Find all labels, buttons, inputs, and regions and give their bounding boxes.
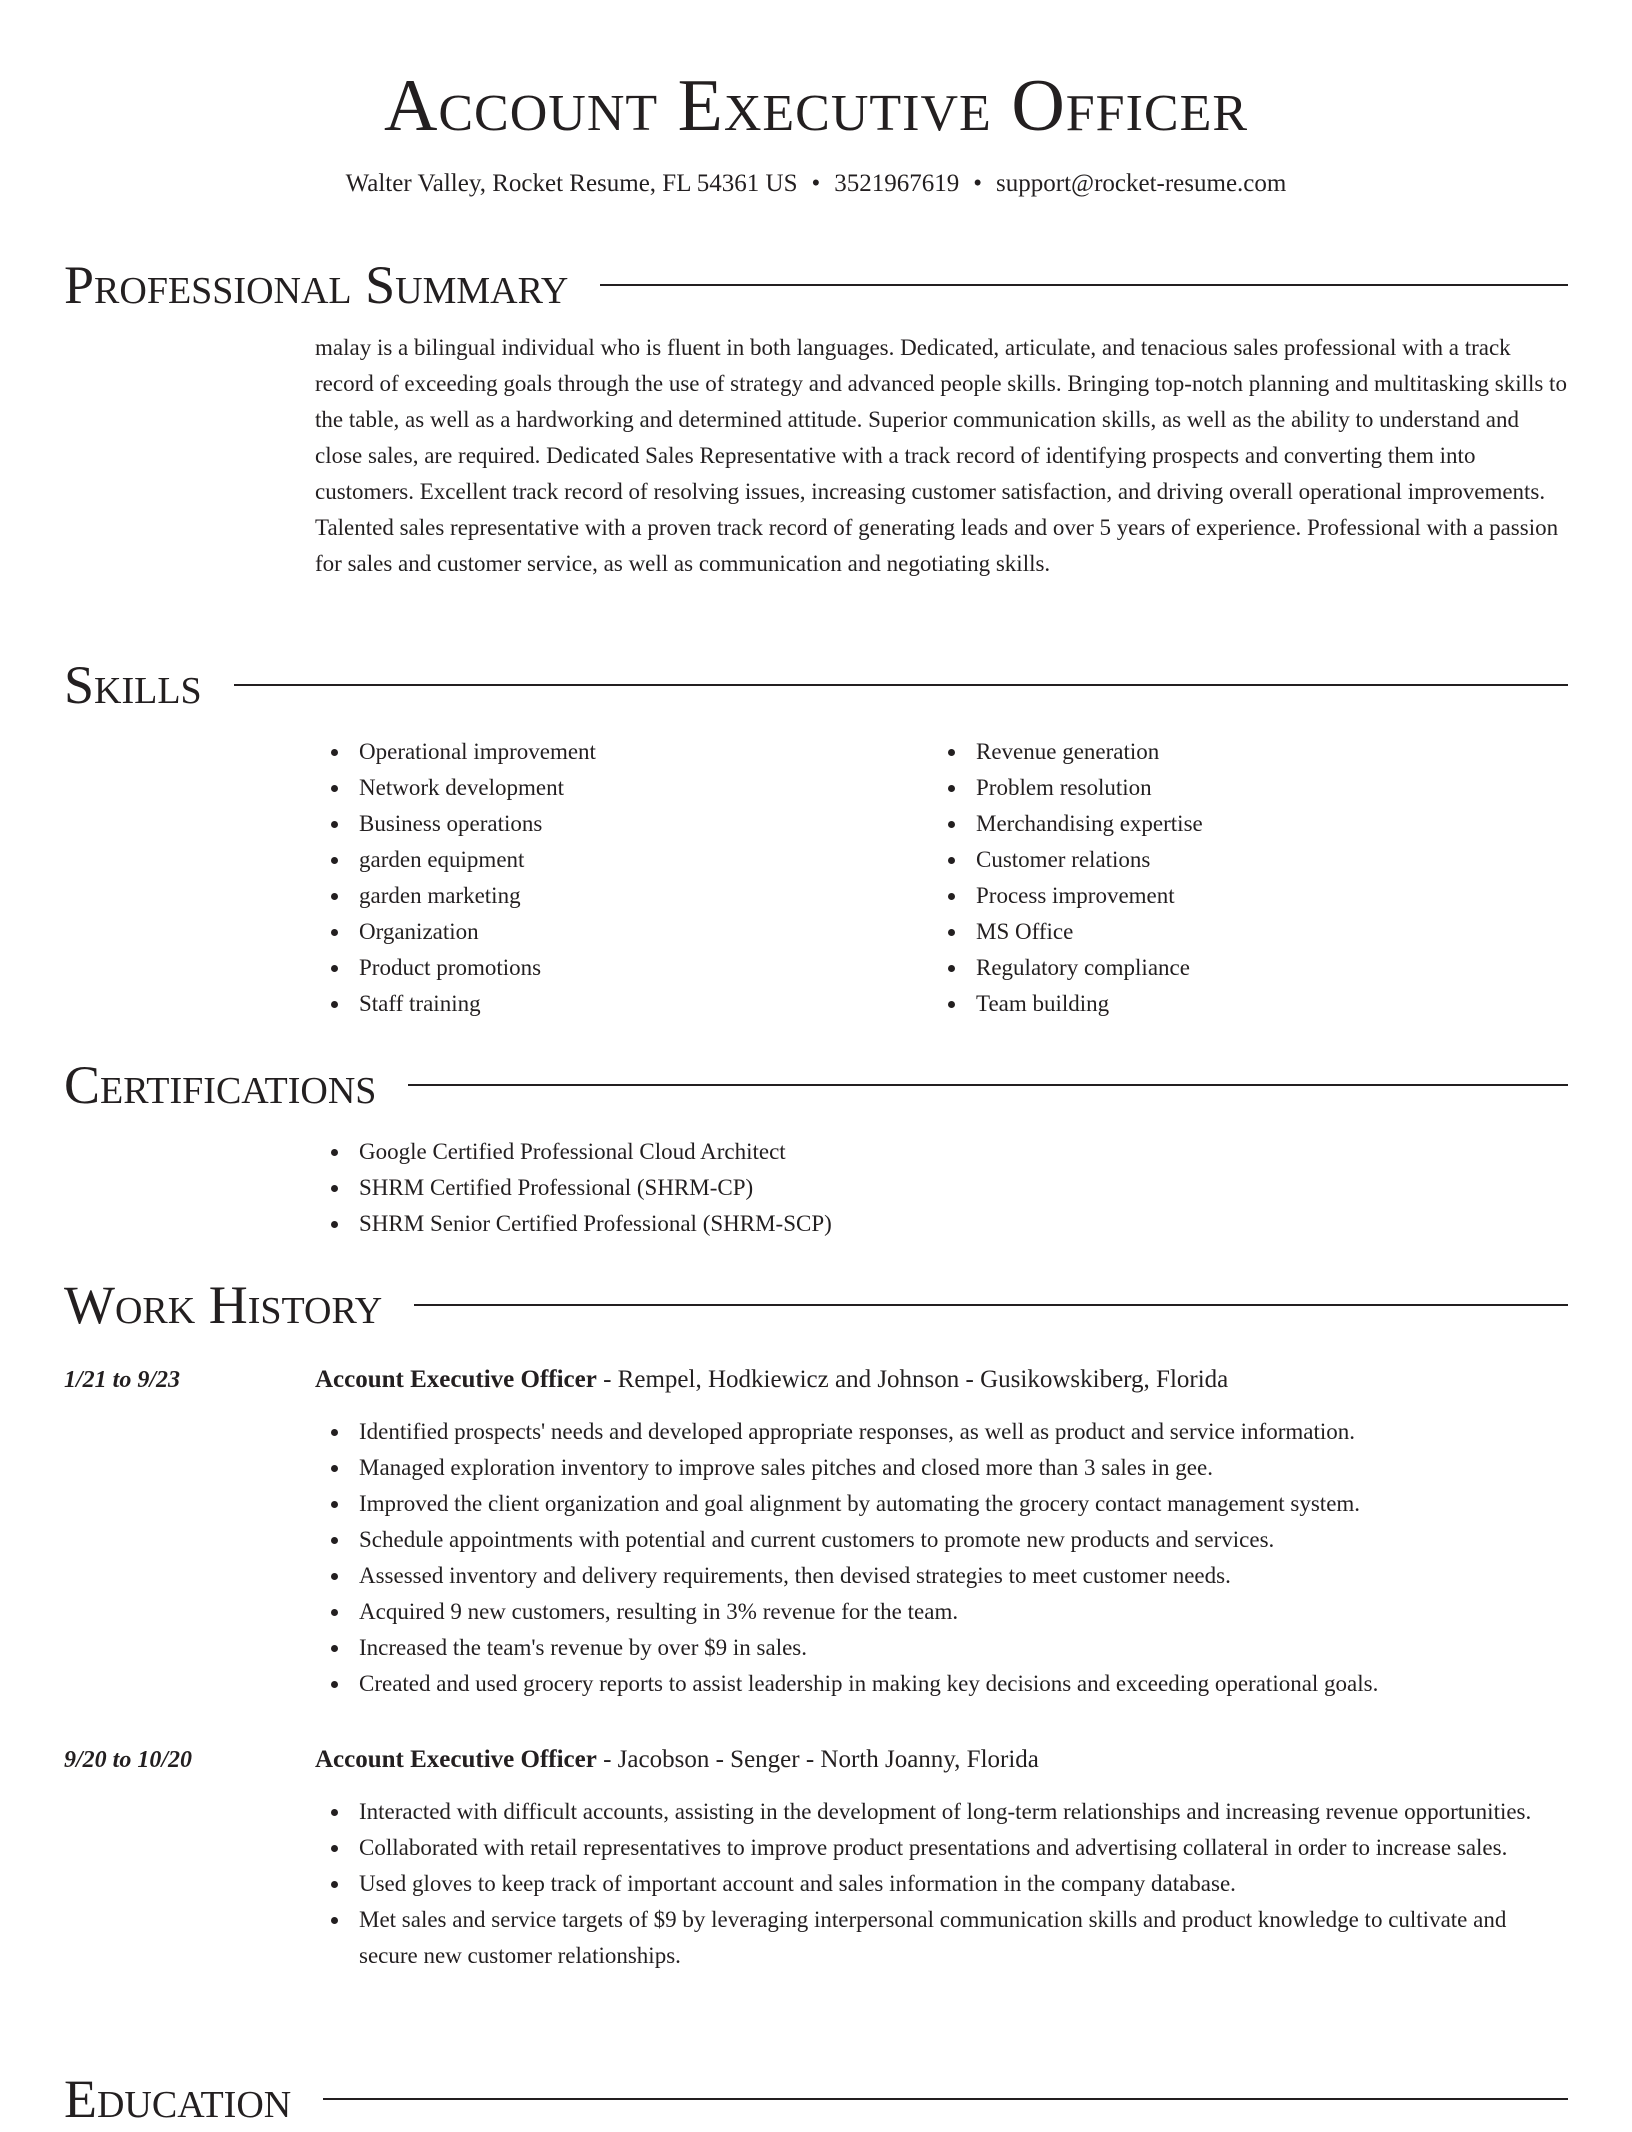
resume-page — [64, 0, 1568, 2129]
skills-columns — [315, 734, 1568, 1022]
section-certifications — [64, 1052, 1568, 1242]
job-bullet: Created and used grocery reports to assist leadership in making key decisions and exceeding operational goals. — [315, 1666, 1568, 1702]
skill-item: Product promotions — [315, 950, 932, 986]
job-bullet: Met sales and service targets of $9 by leveraging interpersonal communication skills and product knowledge to cultivate and secure new customer relationships. — [315, 1902, 1568, 1974]
contact-phone: 3521967619 — [834, 170, 960, 197]
skill-item: Problem resolution — [932, 770, 1549, 806]
section-divider — [600, 284, 1568, 286]
skill-item: Operational improvement — [315, 734, 932, 770]
section-work-history — [64, 1272, 1568, 1974]
section-professional-summary — [64, 252, 1568, 582]
section-header — [64, 652, 1568, 718]
job-dates: 9/20 to 10/20 — [64, 1746, 193, 1773]
job-dates: 1/21 to 9/23 — [64, 1366, 181, 1393]
skill-item: Merchandising expertise — [932, 806, 1549, 842]
job-bullet: Used gloves to keep track of important account and sales information in the company database. — [315, 1866, 1568, 1902]
contact-separator: • — [973, 170, 983, 197]
job-title: Account Executive Officer — [315, 1746, 597, 1773]
job-bullet: Collaborated with retail representatives to improve product presentations and advertising collateral in order to increase sales. — [315, 1830, 1568, 1866]
job-info — [315, 1366, 1228, 1394]
job-employer-location: - Rempel, Hodkiewicz and Johnson - Gusikowskiberg, Florida — [596, 1366, 1229, 1393]
skill-item: Staff training — [315, 986, 932, 1022]
job-header — [64, 1742, 1568, 1778]
certification-item: SHRM Certified Professional (SHRM-CP) — [315, 1170, 1568, 1206]
skill-item: Customer relations — [932, 842, 1549, 878]
job-info — [315, 1746, 1039, 1774]
section-divider — [234, 684, 1568, 686]
certification-item: SHRM Senior Certified Professional (SHRM-SCP) — [315, 1206, 1568, 1242]
section-header — [64, 1052, 1568, 1118]
job-bullet: Managed exploration inventory to improve sales pitches and closed more than 3 sales in gee. — [315, 1450, 1568, 1486]
section-title: Work History — [64, 1275, 383, 1335]
job-entry — [64, 1742, 1568, 1974]
certifications-list — [315, 1134, 1568, 1242]
section-header — [64, 1272, 1568, 1338]
section-header — [64, 2066, 1568, 2132]
section-divider — [408, 1084, 1568, 1086]
contact-email: support@rocket-resume.com — [996, 170, 1287, 197]
skill-item: Network development — [315, 770, 932, 806]
job-title: Account Executive Officer — [315, 1366, 597, 1393]
certification-item: Google Certified Professional Cloud Architect — [315, 1134, 1568, 1170]
contact-line — [64, 168, 1568, 200]
section-title: Professional Summary — [64, 255, 569, 315]
skills-list-left — [315, 734, 932, 1022]
job-bullet: Schedule appointments with potential and current customers to promote new products and services. — [315, 1522, 1568, 1558]
section-skills — [64, 652, 1568, 1022]
section-header — [64, 252, 1568, 318]
section-divider — [414, 1304, 1568, 1306]
job-bullet: Acquired 9 new customers, resulting in 3% revenue for the team. — [315, 1594, 1568, 1630]
job-bullet: Assessed inventory and delivery requirements, then devised strategies to meet customer needs. — [315, 1558, 1568, 1594]
section-title: Skills — [64, 655, 202, 715]
job-bullet: Improved the client organization and goal alignment by automating the grocery contact management system. — [315, 1486, 1568, 1522]
skill-item: Regulatory compliance — [932, 950, 1549, 986]
skills-list-right — [932, 734, 1549, 1022]
skill-item: Organization — [315, 914, 932, 950]
skill-item: garden equipment — [315, 842, 932, 878]
job-bullets — [315, 1794, 1568, 1974]
skill-item: MS Office — [932, 914, 1549, 950]
job-header — [64, 1362, 1568, 1398]
contact-separator: • — [811, 170, 821, 197]
section-title: Education — [64, 2069, 292, 2129]
skill-item: Team building — [932, 986, 1549, 1022]
job-bullet: Identified prospects' needs and developed appropriate responses, as well as product and service information. — [315, 1414, 1568, 1450]
section-title: Certifications — [64, 1055, 377, 1115]
job-bullets — [315, 1414, 1568, 1702]
job-bullet: Interacted with difficult accounts, assisting in the development of long-term relationships and increasing revenue opportunities. — [315, 1794, 1568, 1830]
job-entry — [64, 1362, 1568, 1702]
section-divider — [323, 2098, 1568, 2100]
skill-item: Business operations — [315, 806, 932, 842]
job-employer-location: - Jacobson - Senger - North Joanny, Florida — [596, 1746, 1039, 1773]
contact-address: Walter Valley, Rocket Resume, FL 54361 US — [345, 170, 798, 197]
job-bullet: Increased the team's revenue by over $9 in sales. — [315, 1630, 1568, 1666]
skill-item: Revenue generation — [932, 734, 1549, 770]
summary-text: malay is a bilingual individual who is fluent in both languages. Dedicated, articulate, and tenacious sales professional with a track record of exceeding goals through the use of strategy and advanced people skills. Bringing top-notch planning and multitasking skills to the table, as well as a hardworking and determined attitude. Superior communication skills, as well as the ability to understand and close sales, are required. Dedicated Sales Representative with a track record of identifying prospects and converting them into customers. Excellent track record of resolving issues, increasing customer satisfaction, and driving overall operational improvements. Talented sales representative with a proven track record of generating leads and over 5 years of experience. Professional with a passion for sales and customer service, as well as communication and negotiating skills. — [315, 335, 1567, 576]
skill-item: garden marketing — [315, 878, 932, 914]
work-history-list — [64, 1362, 1568, 1974]
section-education — [64, 2066, 1568, 2132]
resume-name-title: Account Executive Officer — [383, 65, 1249, 147]
skill-item: Process improvement — [932, 878, 1549, 914]
